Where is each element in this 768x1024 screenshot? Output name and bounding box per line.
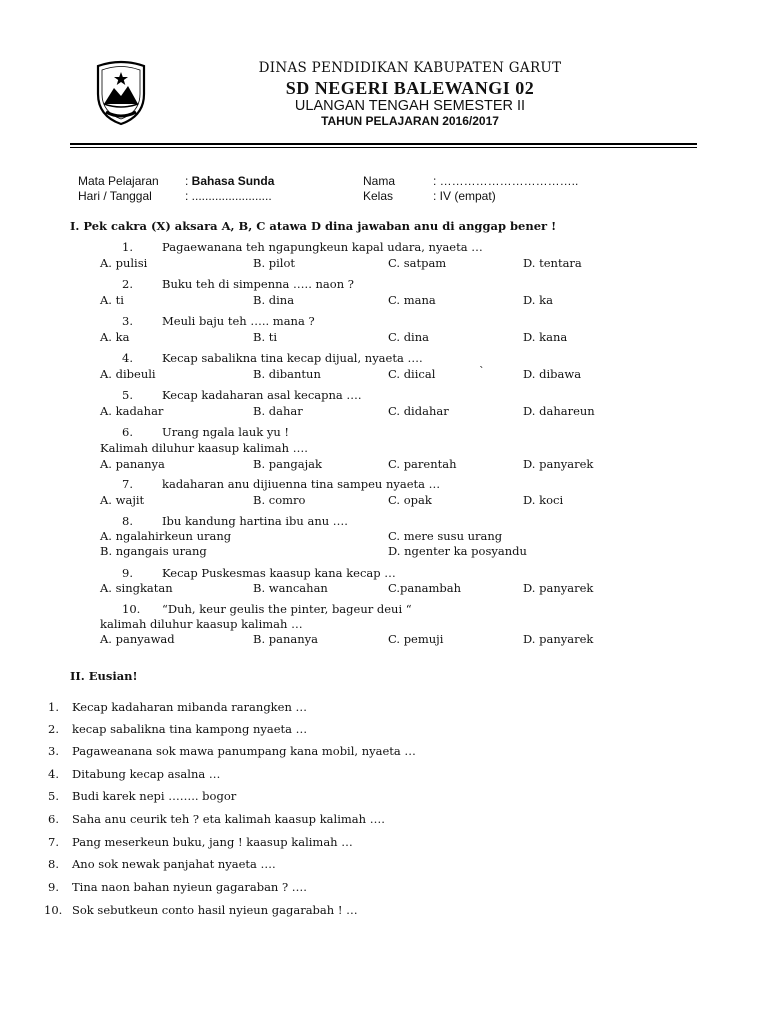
- subject-colon: :: [185, 174, 192, 188]
- option-a: A. singkatan: [100, 581, 173, 595]
- item-text: Kecap kadaharan mibanda rarangken …: [72, 700, 308, 714]
- option-c: C. diical: [388, 367, 436, 381]
- question-text: Buku teh di simpenna ….. naon ?: [162, 277, 354, 291]
- option-c: C. mana: [388, 293, 436, 307]
- option-b: B. ti: [253, 330, 278, 344]
- name-value: : ……………………………..: [433, 174, 579, 188]
- option-b: B. dibantun: [253, 367, 321, 381]
- option-a: A. dibeuli: [100, 367, 156, 381]
- question-text: Ibu kandung hartina ibu anu ….: [162, 514, 348, 528]
- option-a: A. wajit: [100, 493, 145, 507]
- question-number: 3.: [122, 314, 133, 328]
- item-text: Sok sebutkeun conto hasil nyieun gagarabah ! …: [72, 903, 358, 917]
- item-text: Ano sok newak panjahat nyaeta ….: [72, 857, 276, 871]
- item-text: Saha anu ceurik teh ? eta kalimah kaasup kalimah ….: [72, 812, 385, 826]
- item-text: Pagaweanana sok mawa panumpang kana mobil, nyaeta …: [72, 744, 416, 758]
- option-a: A. pananya: [100, 457, 165, 471]
- item-number: 7.: [48, 835, 59, 849]
- option-a: A. ka: [100, 330, 130, 344]
- option-b: B. pangajak: [253, 457, 322, 471]
- item-number: 6.: [48, 812, 59, 826]
- option-a: A. pulisi: [100, 256, 148, 270]
- option-a: A. ngalahirkeun urang: [100, 529, 232, 543]
- option-c: C. satpam: [388, 256, 447, 270]
- option-d: D. panyarek: [523, 581, 594, 595]
- option-c: C. parentah: [388, 457, 457, 471]
- option-d: D. tentara: [523, 256, 582, 270]
- option-a: A. ti: [100, 293, 124, 307]
- question-subtext: Kalimah diluhur kaasup kalimah ….: [100, 441, 308, 455]
- date-label: Hari / Tanggal: [78, 189, 152, 203]
- subject-label: Mata Pelajaran: [78, 174, 159, 188]
- item-text: Ditabung kecap asalna …: [72, 767, 221, 781]
- question-text: Pagaewanana teh ngapungkeun kapal udara, nyaeta …: [162, 240, 483, 254]
- option-b: B. pananya: [253, 632, 319, 646]
- item-number: 10.: [44, 903, 63, 917]
- option-c: C. dina: [388, 330, 430, 344]
- option-c: C. opak: [388, 493, 432, 507]
- question-text: “Duh, keur geulis the pinter, bageur deui “: [162, 602, 412, 616]
- section2-title: II. Eusian!: [70, 669, 138, 683]
- academic-year: TAHUN PELAJARAN 2016/2017: [321, 114, 499, 128]
- question-number: 6.: [122, 425, 133, 439]
- question-text: Kecap kadaharan asal kecapna ….: [162, 388, 362, 402]
- option-b: B. wancahan: [253, 581, 328, 595]
- agency-name: DINAS PENDIDIKAN KABUPATEN GARUT: [258, 60, 562, 76]
- class-value: : IV (empat): [433, 189, 496, 203]
- option-d: D. dahareun: [523, 404, 595, 418]
- option-c: C. didahar: [388, 404, 449, 418]
- option-d: D. ngenter ka posyandu: [388, 544, 527, 558]
- stray-mark: `: [479, 364, 485, 378]
- option-b: B. dahar: [253, 404, 303, 418]
- item-number: 5.: [48, 789, 59, 803]
- option-a: A. panyawad: [100, 632, 175, 646]
- school-name: SD NEGERI BALEWANGI 02: [285, 78, 535, 98]
- option-b: B. dina: [253, 293, 295, 307]
- class-label: Kelas: [363, 189, 394, 203]
- option-c: C. mere susu urang: [388, 529, 503, 543]
- header-divider-thin: [70, 147, 697, 148]
- question-number: 10.: [122, 602, 141, 616]
- question-text: Meuli baju teh ….. mana ?: [162, 314, 315, 328]
- question-text: Kecap Puskesmas kaasup kana kecap …: [162, 566, 396, 580]
- option-c: C.panambah: [388, 581, 462, 595]
- item-text: Tina naon bahan nyieun gagaraban ? ….: [72, 880, 307, 894]
- question-number: 1.: [122, 240, 133, 254]
- exam-title: ULANGAN TENGAH SEMESTER II: [294, 98, 526, 114]
- item-number: 1.: [48, 700, 59, 714]
- question-number: 9.: [122, 566, 133, 580]
- question-text: kadaharan anu dijiuenna tina sampeu nyaeta …: [162, 477, 441, 491]
- question-subtext: kalimah diluhur kaasup kalimah …: [100, 617, 303, 631]
- option-b: B. pilot: [253, 256, 296, 270]
- question-text: Kecap sabalikna tina kecap dijual, nyaeta ….: [162, 351, 423, 365]
- item-text: Pang meserkeun buku, jang ! kaasup kalimah …: [72, 835, 353, 849]
- option-d: D. dibawa: [523, 367, 582, 381]
- option-d: D. koci: [523, 493, 564, 507]
- item-number: 8.: [48, 857, 59, 871]
- section1-title: I. Pek cakra (X) aksara A, B, C atawa D dina jawaban anu di anggap bener !: [70, 219, 557, 233]
- option-d: D. panyarek: [523, 632, 594, 646]
- option-b: B. comro: [253, 493, 306, 507]
- item-text: Budi karek nepi …….. bogor: [72, 789, 237, 803]
- item-number: 2.: [48, 722, 59, 736]
- name-label: Nama: [363, 174, 396, 188]
- question-number: 8.: [122, 514, 133, 528]
- option-d: D. ka: [523, 293, 553, 307]
- item-number: 9.: [48, 880, 59, 894]
- option-c: C. pemuji: [388, 632, 444, 646]
- question-text: Urang ngala lauk yu !: [162, 425, 290, 439]
- question-number: 7.: [122, 477, 133, 491]
- option-a: A. kadahar: [100, 404, 164, 418]
- subject-name: Bahasa Sunda: [191, 174, 275, 188]
- question-number: 5.: [122, 388, 133, 402]
- item-number: 4.: [48, 767, 59, 781]
- item-text: kecap sabalikna tina kampong nyaeta …: [72, 722, 308, 736]
- school-emblem-icon: [94, 60, 148, 126]
- date-value: : ........................: [185, 189, 272, 203]
- question-number: 4.: [122, 351, 133, 365]
- option-d: D. panyarek: [523, 457, 594, 471]
- subject-value: [185, 174, 274, 188]
- header-divider-thick: [70, 143, 697, 145]
- option-b: B. ngangais urang: [100, 544, 207, 558]
- option-d: D. kana: [523, 330, 568, 344]
- item-number: 3.: [48, 744, 59, 758]
- question-number: 2.: [122, 277, 133, 291]
